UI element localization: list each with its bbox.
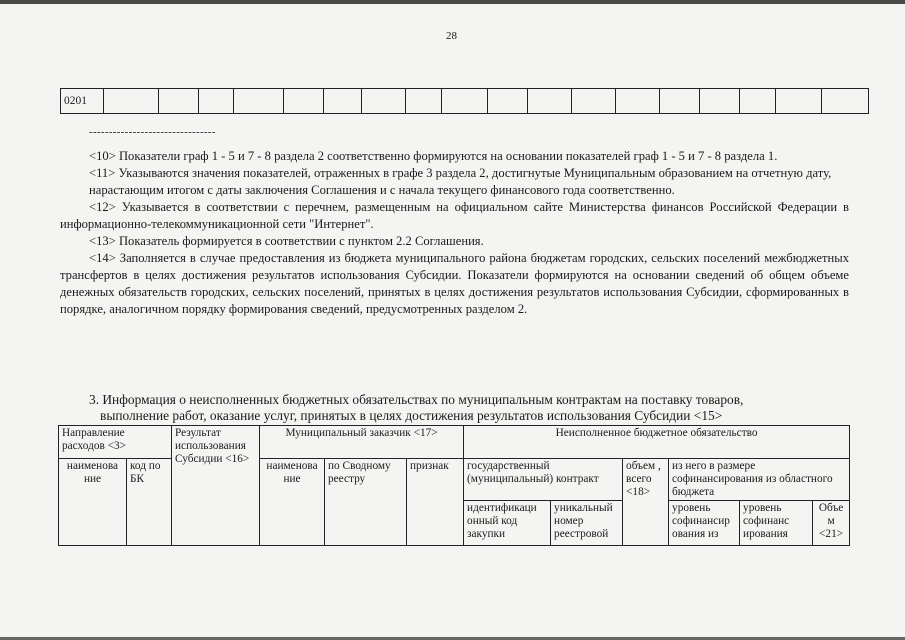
header-cofinancing: из него в размере софинансирования из областного бюджета	[669, 459, 850, 501]
header-customer-name: наименова ние	[260, 459, 325, 546]
table-cell	[104, 89, 159, 114]
table-cell	[362, 89, 406, 114]
table-cell	[234, 89, 284, 114]
table-cell	[572, 89, 616, 114]
table-cell	[616, 89, 660, 114]
header-direction-name: наименова ние	[59, 459, 127, 546]
unfulfilled-obligations-table	[58, 425, 850, 546]
section-3-title	[60, 392, 849, 424]
footnote-13: <13> Показатель формируется в соответствии с пунктом 2.2 Соглашения.	[89, 234, 484, 248]
footnote-11: <11> Указываются значения показателей, отраженных в графе 3 раздела 2, достигнутые Муниципальным образованием на отчетную дату,	[89, 166, 832, 180]
header-cofin-level-2: уровень софинанс ирования	[740, 501, 813, 546]
header-volume-total: объем , всего <18>	[623, 459, 669, 546]
section-title-line-2: выполнение работ, оказание услуг, принятых в целях достижения результатов использования Субсидии <15>	[100, 408, 723, 423]
continuation-table	[60, 88, 869, 114]
table-row	[61, 89, 869, 114]
table-cell	[740, 89, 776, 114]
table-cell	[822, 89, 869, 114]
row-code: 0201	[61, 89, 104, 114]
table-cell	[488, 89, 528, 114]
header-kbk: код по БК	[127, 459, 172, 546]
table-cell	[406, 89, 442, 114]
footnotes	[60, 148, 849, 318]
footnote-11-continued: нарастающим итогом с даты заключения Соглашения и с начала текущего финансового года соответственно.	[89, 183, 675, 197]
header-volume-21: Объе м <21>	[813, 501, 850, 546]
header-unfulfilled: Неисполненное бюджетное обязательство	[464, 426, 850, 459]
header-procurement-id: идентификаци онный код закупки	[464, 501, 551, 546]
header-result: Результат использования Субсидии <16>	[172, 426, 260, 546]
header-direction: Направление расходов <3>	[59, 426, 172, 459]
header-registry: по Сводному реестру	[325, 459, 407, 546]
header-sign: признак	[407, 459, 464, 546]
header-contract: государственный (муниципальный) контракт	[464, 459, 623, 501]
header-cofin-level-1: уровень софинансир ования из	[669, 501, 740, 546]
page-number: 28	[446, 30, 457, 42]
table-cell	[660, 89, 700, 114]
table-cell	[159, 89, 199, 114]
table-cell	[528, 89, 572, 114]
section-title-line-1: 3. Информация о неисполненных бюджетных обязательствах по муниципальным контрактам на поставку товаров,	[89, 392, 744, 407]
footnote-14: <14> Заполняется в случае предоставления из бюджета муниципального района бюджетам городских, сельских поселений межбюджетных трансфертов в целях достижения результатов использования Субсидии. Показатели формируются на основании сведений об общем объеме денежных обязательств городских, сельских поселений, принятых в целях достижения результатов использования Субсидии, сформированных в порядке, аналогичном порядку формирования сведений, предусмотренных разделом 2.	[60, 251, 849, 316]
scan-top-edge	[0, 0, 905, 4]
table-cell	[442, 89, 488, 114]
table-cell	[284, 89, 324, 114]
table-cell	[324, 89, 362, 114]
table-header-row	[59, 426, 850, 459]
footnote-12: <12> Указывается в соответствии с перечнем, размещенным на официальном сайте Министерства финансов Российской Федерации в информационно-телекоммуникационной сети "Интернет".	[60, 200, 849, 231]
table-cell	[700, 89, 740, 114]
table-cell	[776, 89, 822, 114]
table-cell	[199, 89, 234, 114]
footnote-separator: --------------------------------	[89, 126, 216, 138]
header-unique-number: уникальный номер реестровой	[551, 501, 623, 546]
footnote-10: <10> Показатели граф 1 - 5 и 7 - 8 раздела 2 соответственно формируются на основании показателей граф 1 - 5 и 7 - 8 раздела 1.	[89, 149, 778, 163]
header-customer: Муниципальный заказчик <17>	[260, 426, 464, 459]
